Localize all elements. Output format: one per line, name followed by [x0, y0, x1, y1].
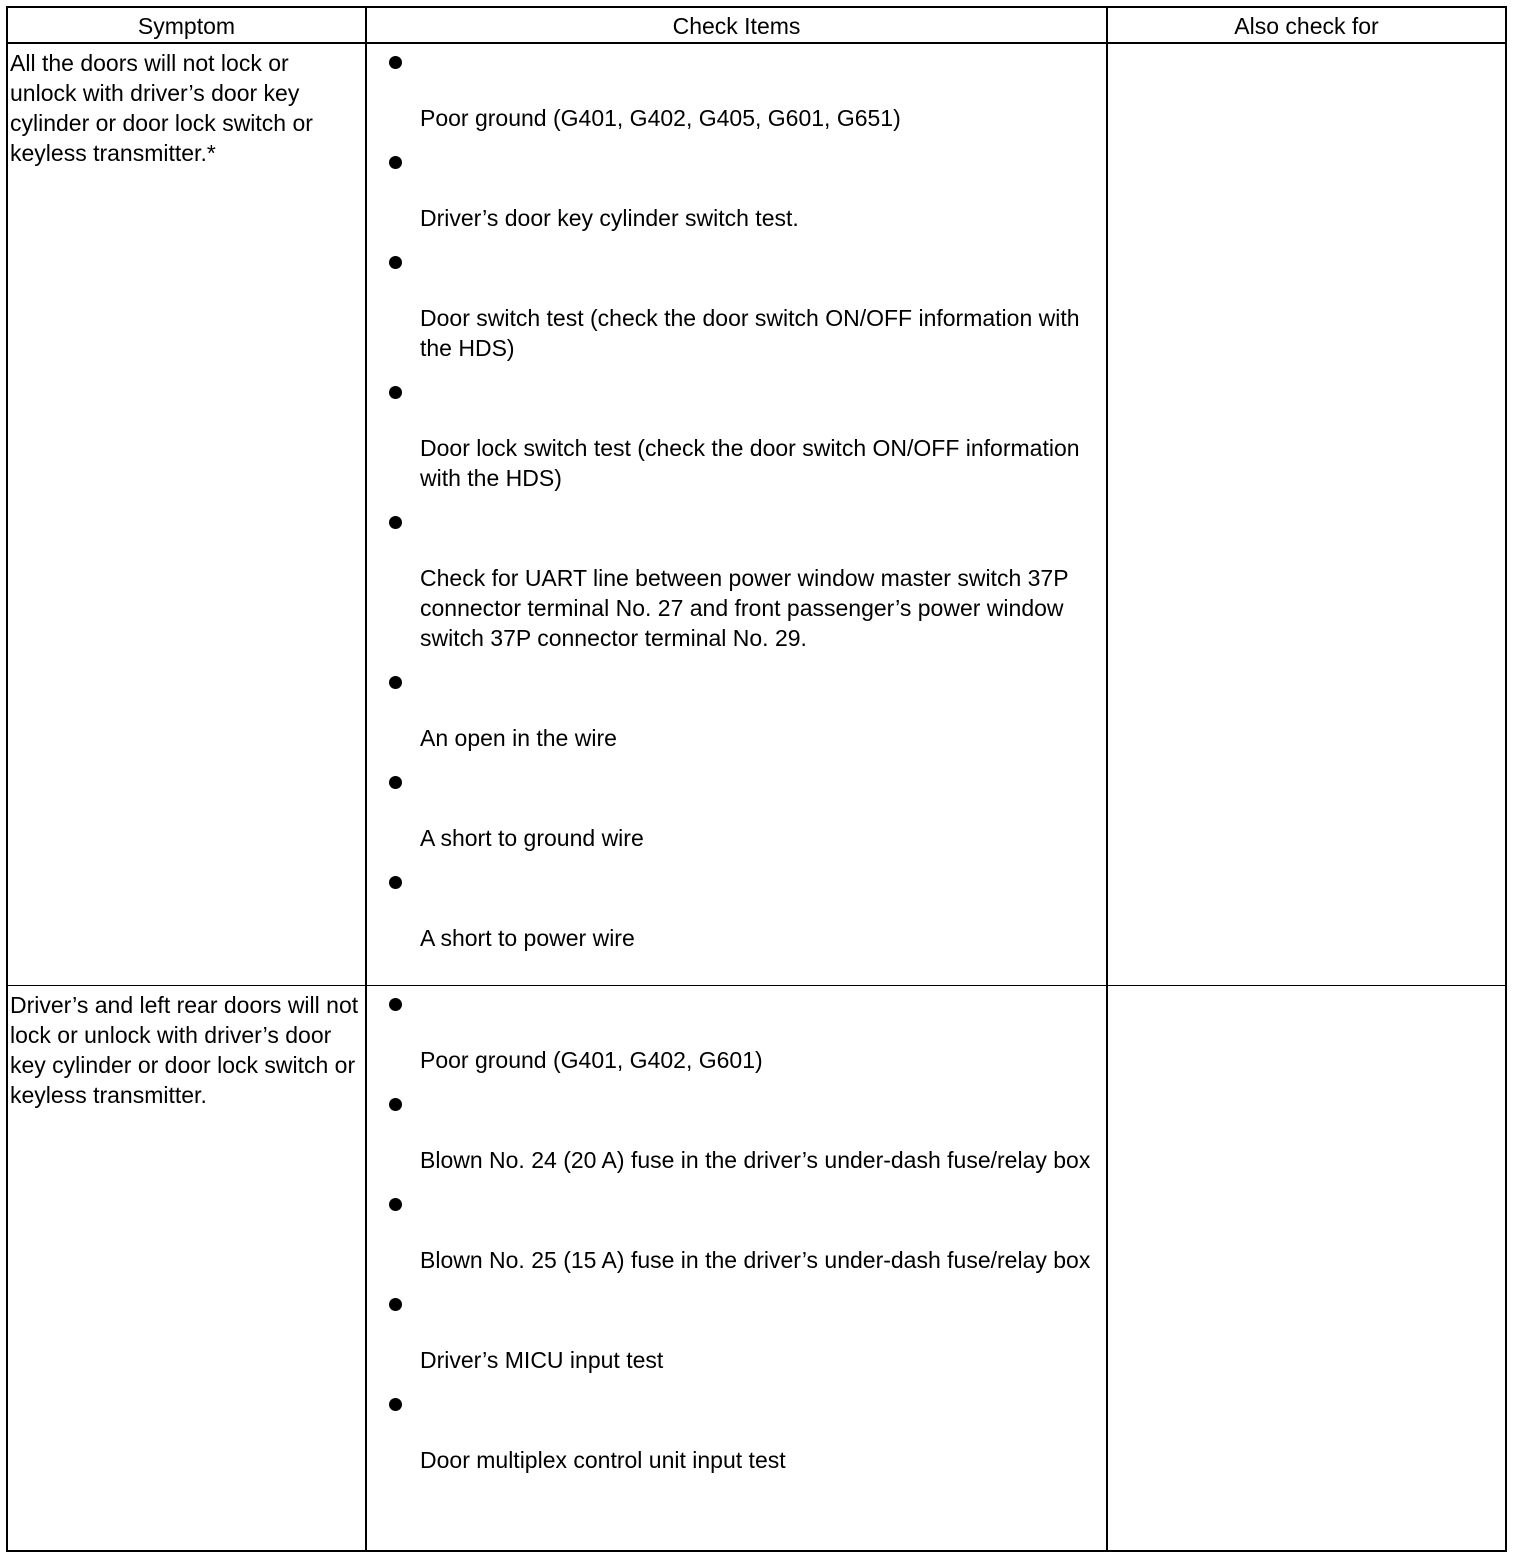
- check-item: [368, 1090, 1104, 1175]
- check-item-text: A short to power wire: [420, 925, 635, 951]
- row-2-symptom: Driver’s and left rear doors will not lock or unlock with driver’s door key cylinder or door lock switch or keyless transmitter.: [10, 992, 359, 1108]
- header-check-items: Check Items: [672, 13, 801, 39]
- row-2-check-items: [368, 990, 1104, 1475]
- troubleshooting-table: [6, 6, 1507, 1552]
- check-item-text: A short to ground wire: [420, 825, 644, 851]
- bullet-icon: [389, 1198, 402, 1211]
- bullet-icon: [389, 1298, 402, 1311]
- check-item-text: Poor ground (G401, G402, G601): [420, 1047, 763, 1073]
- check-item: [368, 378, 1104, 493]
- row-1-check-items: [368, 48, 1104, 953]
- check-item: [368, 1290, 1104, 1375]
- check-item: [368, 48, 1104, 133]
- check-item-text: Door multiplex control unit input test: [420, 1447, 786, 1473]
- check-item-text: Blown No. 24 (20 A) fuse in the driver’s under-dash fuse/relay box: [420, 1147, 1091, 1173]
- check-item: [368, 248, 1104, 363]
- check-item: [368, 508, 1104, 653]
- bullet-icon: [389, 156, 402, 169]
- check-item: [368, 1190, 1104, 1275]
- row-1-symptom: All the doors will not lock or unlock with driver’s door key cylinder or door lock switch or keyless transmitter.*: [10, 50, 313, 166]
- check-item: [368, 768, 1104, 853]
- header-also-check-for: Also check for: [1234, 13, 1379, 39]
- row-divider: [8, 985, 1505, 986]
- check-item-text: Poor ground (G401, G402, G405, G601, G651): [420, 105, 901, 131]
- bullet-icon: [389, 876, 402, 889]
- column-divider: [1106, 8, 1108, 1550]
- check-item: [368, 1390, 1104, 1475]
- check-item: [368, 148, 1104, 233]
- bullet-icon: [389, 256, 402, 269]
- header-symptom: Symptom: [137, 13, 236, 39]
- check-item-text: Driver’s door key cylinder switch test.: [420, 205, 799, 231]
- check-item-text: Check for UART line between power window master switch 37P connector terminal No. 27 and front passenger’s power window switch 37P connector terminal No. 29.: [420, 565, 1069, 651]
- bullet-icon: [389, 1098, 402, 1111]
- check-item-text: Blown No. 25 (15 A) fuse in the driver’s under-dash fuse/relay box: [420, 1247, 1091, 1273]
- check-item: [368, 990, 1104, 1075]
- bullet-icon: [389, 56, 402, 69]
- bullet-icon: [389, 776, 402, 789]
- bullet-icon: [389, 386, 402, 399]
- check-item-text: Driver’s MICU input test: [420, 1347, 664, 1373]
- bullet-icon: [389, 998, 402, 1011]
- bullet-icon: [389, 516, 402, 529]
- column-divider: [365, 8, 367, 1550]
- check-item: [368, 668, 1104, 753]
- check-item-text: Door switch test (check the door switch ON/OFF information with the HDS): [420, 305, 1080, 361]
- bullet-icon: [389, 676, 402, 689]
- bullet-icon: [389, 1398, 402, 1411]
- check-item: [368, 868, 1104, 953]
- check-item-text: Door lock switch test (check the door switch ON/OFF information with the HDS): [420, 435, 1080, 491]
- check-item-text: An open in the wire: [420, 725, 617, 751]
